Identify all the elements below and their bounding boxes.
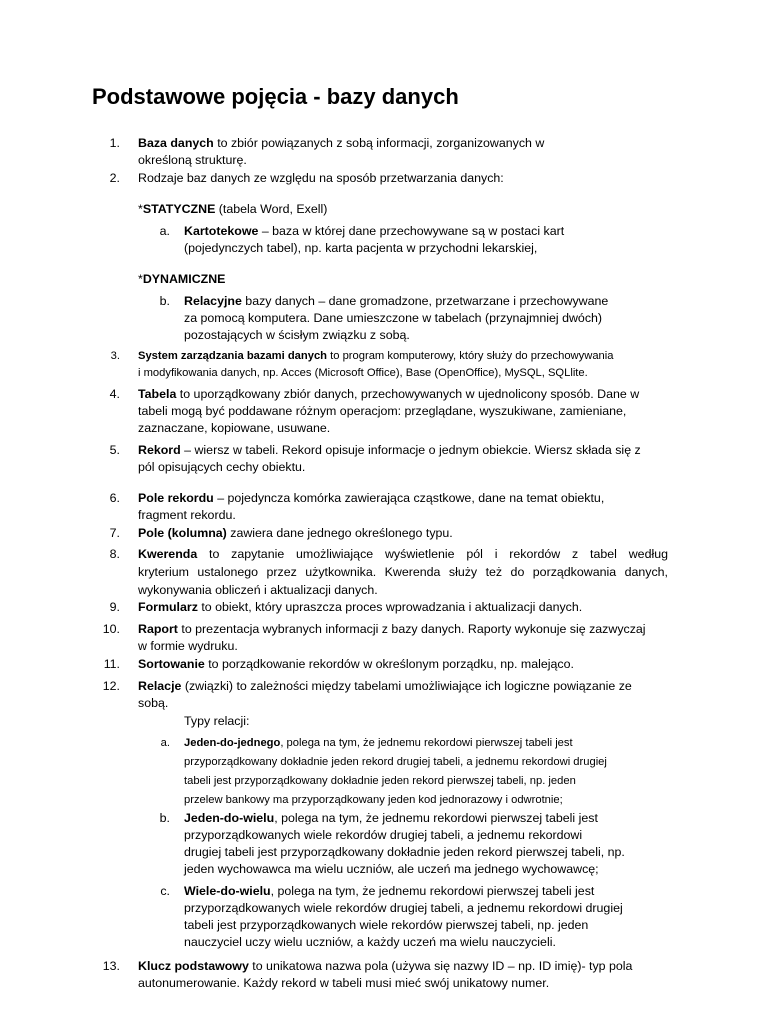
text-line: Rodzaje baz danych ze względu na sposób przetwarzania danych: [138, 171, 504, 185]
section-heading: *STATYCZNE (tabela Word, Exell) [138, 202, 328, 216]
text-line: Kwerenda to zapytanie umożliwiające wyświetlenie pól i rekordów z tabel według [138, 547, 668, 561]
bold-term: Baza danych [138, 136, 214, 150]
text-line: Pole (kolumna) zawiera dane jednego określonego typu. [138, 526, 453, 540]
text-line: autonumerowanie. Każdy rekord w tabeli musi mieć swój unikatowy numer. [138, 976, 550, 990]
text-line: Klucz podstawowy to unikatowa nazwa pola (używa się nazwy ID – np. ID imię)- typ pola [138, 959, 633, 973]
list-number: 1. [109, 136, 120, 150]
list-number: 4. [109, 387, 120, 401]
text-line: wykonywania obliczeń i aktualizacji danych. [138, 583, 378, 597]
text-line: drugiej tabeli jest przyporządkowany dokładnie jeden rekord pierwszej tabeli, np. [184, 845, 625, 859]
list-number: 9. [109, 600, 120, 614]
text-line: Kartotekowe – baza w której dane przechowywane są w postaci kart [184, 224, 565, 238]
text-line: Raport to prezentacja wybranych informacji z bazy danych. Raporty wykonuje się zazwyczaj [138, 622, 646, 636]
text-line: Typy relacji: [184, 714, 250, 728]
text-line: i modyfikowania danych, np. Acces (Microsoft Office), Base (OpenOffice), MySQL, SQLlite. [138, 367, 588, 379]
list-number: 7. [109, 526, 120, 540]
list-number: 6. [109, 491, 120, 505]
text-line: jeden wychowawca ma wielu uczniów, ale uczeń ma jednego wychowawcę; [184, 862, 599, 876]
text-line: przyporządkowany dokładnie jeden rekord drugiej tabeli, a jednemu rekordowi drugiej [184, 756, 607, 768]
text-line: przelew bankowy ma przyporządkowany jeden kod jednorazowy i odwrotnie; [184, 794, 563, 806]
text-line: Tabela to uporządkowany zbiór danych, przechowywanych w ujednolicony sposób. Dane w [138, 387, 640, 401]
text-line: Formularz to obiekt, który upraszcza proces wprowadzania i aktualizacji danych. [138, 600, 583, 614]
bold-term: Jeden-do-jednego [184, 737, 281, 749]
text-line: Relacje (związki) to zależności między tabelami umożliwiające ich logiczne powiązanie ze [138, 679, 632, 693]
bold-term: Pole (kolumna) [138, 526, 227, 540]
list-number: 5. [109, 443, 120, 457]
bold-term: Tabela [138, 387, 177, 401]
text-line: tabeli jest przyporządkowany dokładnie jeden rekord pierwszej tabeli, np. jeden [184, 775, 576, 787]
bold-term: System zarządzania bazami danych [138, 350, 328, 362]
text-line: w formie wydruku. [138, 639, 238, 653]
text-line: przyporządkowanych wiele rekordów drugiej tabeli, a jednemu rekordowi drugiej [184, 901, 623, 915]
list-number: 11. [103, 657, 120, 671]
text-line: pól opisujących cechy obiektu. [138, 460, 306, 474]
text-line: Jeden-do-wielu, polega na tym, że jednemu rekordowi pierwszej tabeli jest [184, 811, 598, 825]
bold-term: Relacyjne [184, 294, 242, 308]
bold-term: Formularz [138, 600, 198, 614]
bold-term: Raport [138, 622, 178, 636]
text-line: Pole rekordu – pojedyncza komórka zawierająca cząstkowe, dane na temat obiektu, [138, 491, 605, 505]
text-line: Rekord – wiersz w tabeli. Rekord opisuje informacje o jednym obiekcie. Wiersz składa się z [138, 443, 641, 457]
list-number: 13. [102, 959, 120, 973]
text-line: przyporządkowanych wiele rekordów drugiej tabeli, a jednemu rekordowi [184, 828, 583, 842]
text-line: kryterium ustalonego przez użytkownika. Kwerenda służy też do porządkowania danych, [138, 565, 668, 579]
text-line: tabeli mogą być poddawane różnym operacjom: przeglądane, wyszukiwane, zamieniane, [138, 404, 627, 418]
text-line: Wiele-do-wielu, polega na tym, że jednemu rekordowi pierwszej tabeli jest [184, 884, 595, 898]
text-line: za pomocą komputera. Dane umieszczone w tabelach (przynajmniej dwóch) [184, 311, 603, 325]
list-number: b. [159, 811, 170, 825]
bold-term: Jeden-do-wielu [184, 811, 275, 825]
text-line: pozostających w ścisłym związku z sobą. [184, 328, 410, 342]
list-number: 3. [110, 350, 120, 362]
text-line: zaznaczane, kopiowane, usuwane. [138, 421, 331, 435]
bold-term: Relacje [138, 679, 182, 693]
text-line: Relacyjne bazy danych – dane gromadzone, przetwarzane i przechowywane [184, 294, 609, 308]
text-line: fragment rekordu. [138, 508, 236, 522]
text-line: System zarządzania bazami danych to program komputerowy, który służy do przechowywania [138, 350, 614, 362]
text-line: tabeli jest przyporządkowanych wiele rekordów pierwszej tabeli, np. jeden [184, 918, 589, 932]
section-heading: *DYNAMICZNE [138, 272, 226, 286]
bold-term: Rekord [138, 443, 181, 457]
bold-term: Kwerenda [138, 547, 198, 561]
list-number: a. [160, 737, 170, 749]
text-line: Sortowanie to porządkowanie rekordów w określonym porządku, np. malejąco. [138, 657, 574, 671]
page-title: Podstawowe pojęcia - bazy danych [92, 84, 459, 109]
list-number: 8. [109, 547, 120, 561]
bold-term: Klucz podstawowy [138, 959, 249, 973]
text-line: nauczyciel uczy wielu uczniów, a każdy uczeń ma wielu nauczycieli. [184, 935, 556, 949]
bold-term: Wiele-do-wielu [184, 884, 271, 898]
list-number: 2. [109, 171, 120, 185]
bold-term: Pole rekordu [138, 491, 214, 505]
list-number: b. [159, 294, 170, 308]
list-number: c. [160, 884, 170, 898]
list-number: a. [159, 224, 170, 238]
list-number: 10. [102, 622, 120, 636]
list-number: 12. [102, 679, 120, 693]
text-line: Jeden-do-jednego, polega na tym, że jednemu rekordowi pierwszej tabeli jest [184, 737, 573, 749]
text-line: sobą. [138, 696, 169, 710]
bold-term: Sortowanie [138, 657, 205, 671]
text-line: określoną strukturę. [138, 153, 247, 167]
text-line: (pojedynczych tabel), np. karta pacjenta w przychodni lekarskiej, [184, 241, 538, 255]
text-line: Baza danych to zbiór powiązanych z sobą informacji, zorganizowanych w [138, 136, 545, 150]
bold-term: Kartotekowe [184, 224, 259, 238]
